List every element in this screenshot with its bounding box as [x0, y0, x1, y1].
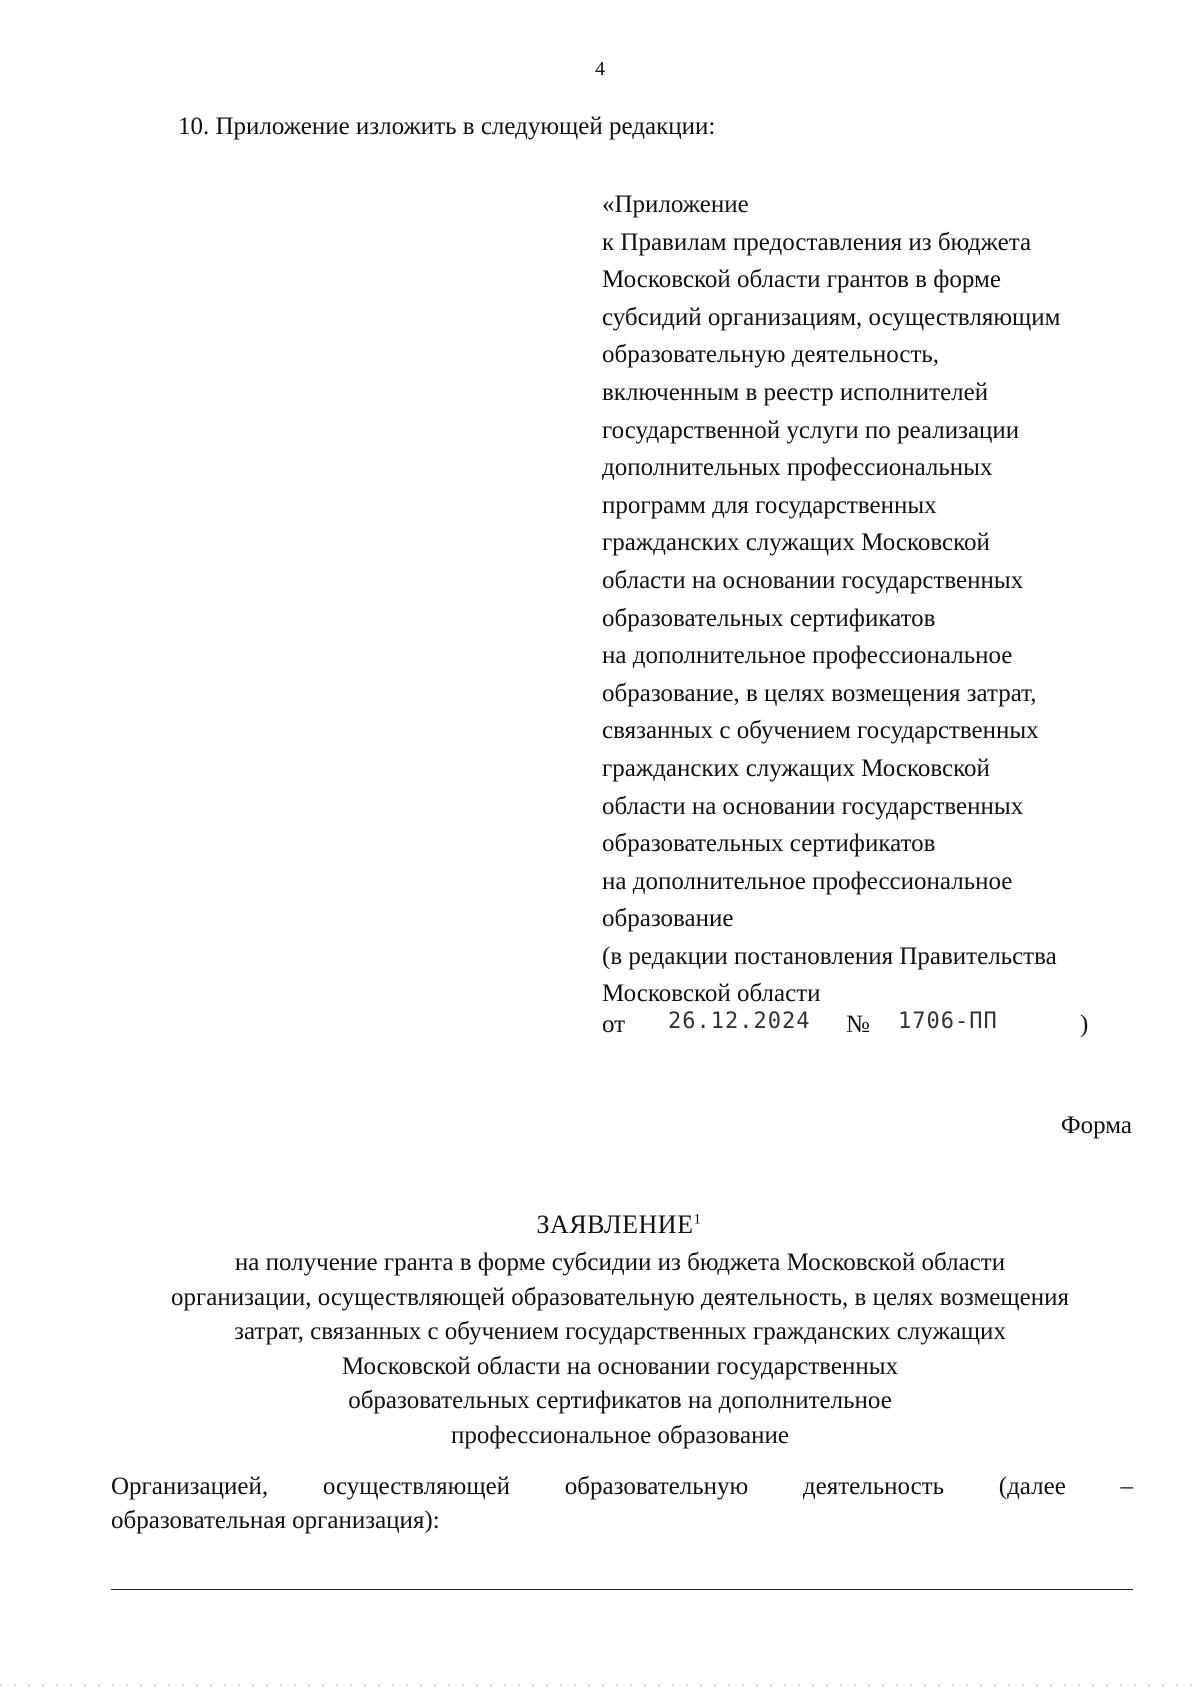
appendix-line: «Приложение	[602, 191, 749, 218]
appendix-line: Московской области грантов в форме	[602, 266, 1001, 294]
subtitle-line: на получение гранта в форме субсидии из бюджета Московской области	[234, 1249, 1006, 1276]
fill-in-line	[111, 1589, 1133, 1590]
scan-artifact-divider	[0, 1684, 1200, 1687]
page-number: 4	[595, 58, 605, 80]
document-title	[0, 1210, 1200, 1240]
appendix-line: гражданских служащих Московской	[602, 754, 990, 782]
appendix-line: образовательную деятельность,	[602, 341, 940, 369]
subtitle-line: образовательных сертификатов на дополнительное	[348, 1387, 892, 1414]
appendix-line: Московской области	[602, 980, 821, 1008]
appendix-line: дополнительных профессиональных	[602, 454, 993, 482]
subtitle-line: профессиональное образование	[451, 1421, 789, 1449]
document-subtitle	[100, 1246, 1140, 1453]
appendix-line: к Правилам предоставления из бюджета	[602, 228, 1032, 256]
appendix-line: субсидий организациям, осуществляющим	[602, 303, 1061, 331]
subtitle-line: затрат, связанных с обучением государственных гражданских служащих	[234, 1318, 1006, 1345]
appendix-line: связанных с обучением государственных	[602, 717, 1039, 745]
subtitle-line: организации, осуществляющей образовательную деятельность, в целях возмещения	[171, 1283, 1069, 1311]
appendix-line: образование	[602, 905, 734, 933]
appendix-line: гражданских служащих Московской	[602, 529, 990, 557]
resolution-number: 1706-ПП	[898, 1009, 998, 1034]
resolution-date-line	[602, 1005, 1102, 1045]
appendix-line: области на основании государственных	[602, 792, 1024, 820]
appendix-line: образовательных сертификатов	[602, 604, 936, 632]
appendix-line: включенным в реестр исполнителей	[602, 378, 989, 406]
amendment-instruction: 10. Приложение изложить в следующей редакции:	[178, 113, 716, 140]
appendix-line: на дополнительное профессиональное	[602, 867, 1013, 895]
from-label: от	[602, 1011, 626, 1038]
appendix-line: программ для государственных	[602, 491, 937, 519]
appendix-line: государственной услуги по реализации	[602, 416, 1020, 444]
title-text: ЗАЯВЛЕНИЕ	[536, 1210, 694, 1239]
number-sign: №	[846, 1011, 870, 1038]
appendix-line: образовательных сертификатов	[602, 830, 936, 858]
organization-paragraph-line2: образовательная организация):	[111, 1507, 440, 1534]
subtitle-line: Московской области на основании государственных	[341, 1352, 899, 1380]
form-label: Форма	[1060, 1112, 1132, 1139]
appendix-line: на дополнительное профессиональное	[602, 642, 1013, 670]
organization-paragraph-line1: Организацией, осуществляющей образовательную деятельность (далее –	[111, 1473, 1133, 1500]
title-footnote-marker: 1	[693, 1211, 702, 1228]
appendix-line: (в редакции постановления Правительства	[602, 942, 1057, 970]
appendix-line: области на основании государственных	[602, 566, 1024, 594]
resolution-date: 26.12.2024	[668, 1009, 811, 1034]
appendix-line: образование, в целях возмещения затрат,	[602, 679, 1037, 707]
closing-paren: )	[1080, 1011, 1089, 1038]
appendix-header-block	[602, 186, 1142, 1013]
